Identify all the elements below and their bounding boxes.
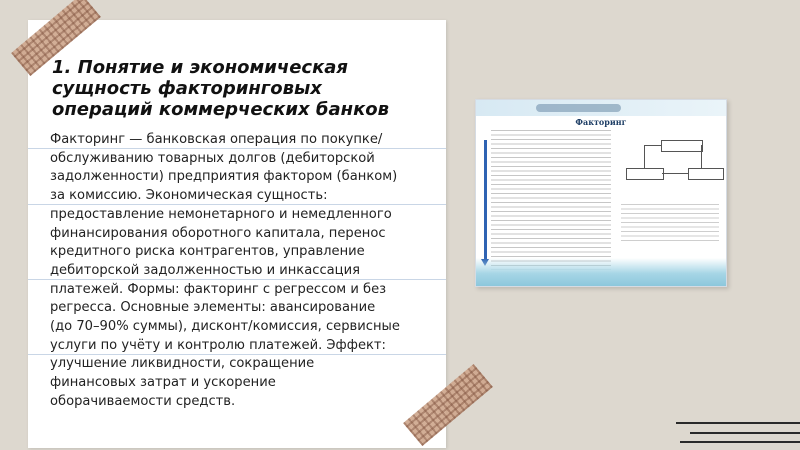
slide-text-block [491,130,611,270]
diagram-node [661,140,703,152]
slide-header-band [476,100,726,116]
diagram-node [626,168,664,180]
diagram-connector [662,173,688,174]
body-paragraph: Факторинг — банковская операция по покупке/обслуживанию товарных долгов (дебиторской задолженности) предприятия фактором (банком) за комиссию. Экономическая сущность: предоставление немонетарного и немедленного финансирования оборотного капитала, перенос кредитного риска контрагентов, управление дебиторской задолженностью и инкассация платежей. Формы: факторинг с регрессом и без регресса. Основные элементы: авансирование (до 70–90% суммы), дисконт/комиссия, сервисные услуги по учёту и контролю платежей. Эффект: улучшение ликвидности, сокращение финансовых затрат и ускорение оборачиваемости средств. [50,132,400,409]
page-title: 1. Понятие и экономическая сущность факторинговых операций коммерческих банков [52,57,390,120]
slide-thumbnail-image [475,99,727,287]
slide-text-block-right [621,204,719,244]
slide-header-smudge [536,104,621,112]
decorative-line [676,422,800,424]
down-arrow-icon [484,140,487,260]
diagram-node [688,168,724,180]
decorative-line [680,441,800,443]
decorative-line [690,432,800,434]
diagram-connector [644,145,645,168]
diagram-connector [701,145,702,168]
diagram-connector [644,145,661,146]
slide-footer-wave [476,258,726,286]
slide-title: Факторинг [575,117,627,127]
